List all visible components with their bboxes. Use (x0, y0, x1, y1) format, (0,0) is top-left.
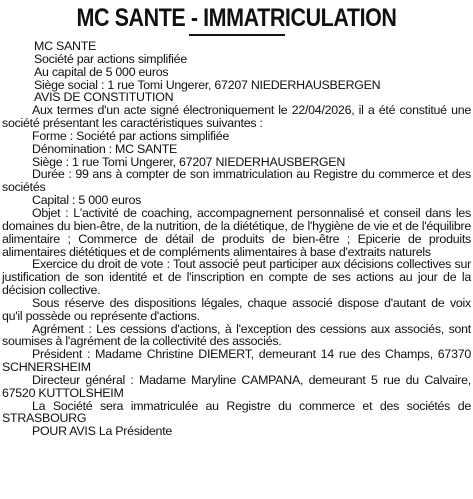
immatriculation-paragraph: La Société sera immatriculée au Registre du commerce et des sociétés de STRASBOURG (2, 398, 471, 426)
duree-paragraph: Durée : 99 ans à compter de son immatriculation au Registre du commerce et des sociétés (2, 167, 471, 195)
company-type: Société par actions simplifiée (34, 51, 187, 66)
notice-type: AVIS DE CONSTITUTION (34, 90, 174, 105)
notice-body (2, 40, 471, 438)
company-capital: Au capital de 5 000 euros (34, 64, 169, 79)
denomination-paragraph: Dénomination : MC SANTE (32, 141, 178, 156)
forme-paragraph: Forme : Société par actions simplifiée (32, 128, 230, 143)
title-underline (189, 34, 285, 36)
intro-paragraph: Aux termes d'un acte signé électroniquement le 22/04/2026, il a été constitué une société présentant les caractéristiques suivantes : (2, 103, 471, 131)
agrement-paragraph: Agrément : Les cessions d'actions, à l'exception des cessions aux associés, sont soumises à l'agrément de la collectivité des associés. (2, 321, 471, 349)
directeur-paragraph: Directeur général : Madame Maryline CAMPANA, demeurant 5 rue du Calvaire, 67520 KUTTOLSHEIM (2, 372, 471, 400)
vote-paragraph: Exercice du droit de vote : Tout associé peut participer aux décisions collectives sur justification de son identité et de l'inscription en compte de ses actions au jour de la décision collective. (2, 257, 471, 298)
reserve-paragraph: Sous réserve des dispositions légales, chaque associé dispose d'autant de voix qu'il possède ou représente d'actions. (2, 295, 471, 323)
capital-paragraph: Capital : 5 000 euros (32, 193, 142, 208)
president-paragraph: Président : Madame Christine DIEMERT, demeurant 14 rue des Champs, 67370 SCHNERSHEIM (2, 347, 471, 375)
signature-line: POUR AVIS La Présidente (32, 424, 173, 439)
registered-office: Siège social : 1 rue Tomi Ungerer, 67207 NIEDERHAUSBERGEN (34, 77, 381, 92)
objet-paragraph: Objet : L'activité de coaching, accompagnement personnalisé et conseil dans les domaines du bien-être, de la nutrition, de la diététique, de l'hygiène de vie et de l'équilibre alimentaire ; Commerce de détail de produits de bien-être ; Epicerie de produits alimentaires diététiques et de compléments alimentaires à base d'extraits naturels (2, 205, 471, 259)
notice-title: MC SANTE - IMMATRICULATION (76, 4, 397, 32)
siege-paragraph: Siège : 1 rue Tomi Ungerer, 67207 NIEDERHAUSBERGEN (32, 154, 346, 169)
company-name: MC SANTE (34, 39, 97, 53)
